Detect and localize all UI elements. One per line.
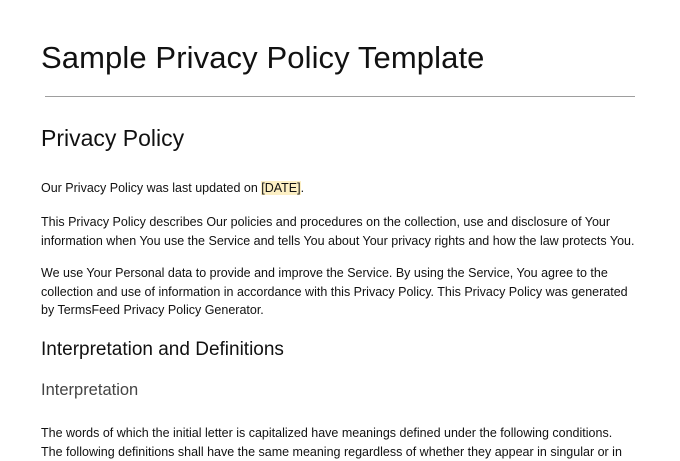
policy-heading: Privacy Policy <box>41 125 184 152</box>
paragraph-line: The following definitions shall have the same meaning regardless of whether they appear in singular or in <box>41 443 622 461</box>
title-divider <box>45 96 635 97</box>
last-updated-suffix: . <box>301 181 304 195</box>
date-placeholder: [DATE] <box>261 181 300 195</box>
paragraph-line: collection and use of information in accordance with this Privacy Policy. This Privacy Policy was generated <box>41 283 628 302</box>
paragraph-line: information when You use the Service and tells You about Your privacy rights and how the law protects You. <box>41 232 634 251</box>
subsection-heading: Interpretation <box>41 381 138 400</box>
last-updated-paragraph <box>41 179 304 198</box>
intro-paragraph <box>41 213 634 250</box>
usage-paragraph <box>41 264 628 320</box>
paragraph-line: by TermsFeed Privacy Policy Generator. <box>41 301 628 320</box>
document-title: Sample Privacy Policy Template <box>41 40 485 76</box>
interpretation-paragraph <box>41 424 622 461</box>
section-heading: Interpretation and Definitions <box>41 339 284 361</box>
paragraph-line: We use Your Personal data to provide and improve the Service. By using the Service, You agree to the <box>41 264 628 283</box>
paragraph-line: This Privacy Policy describes Our policies and procedures on the collection, use and disclosure of Your <box>41 213 634 232</box>
paragraph-line: The words of which the initial letter is capitalized have meanings defined under the following conditions. <box>41 424 622 443</box>
last-updated-prefix: Our Privacy Policy was last updated on <box>41 181 261 195</box>
